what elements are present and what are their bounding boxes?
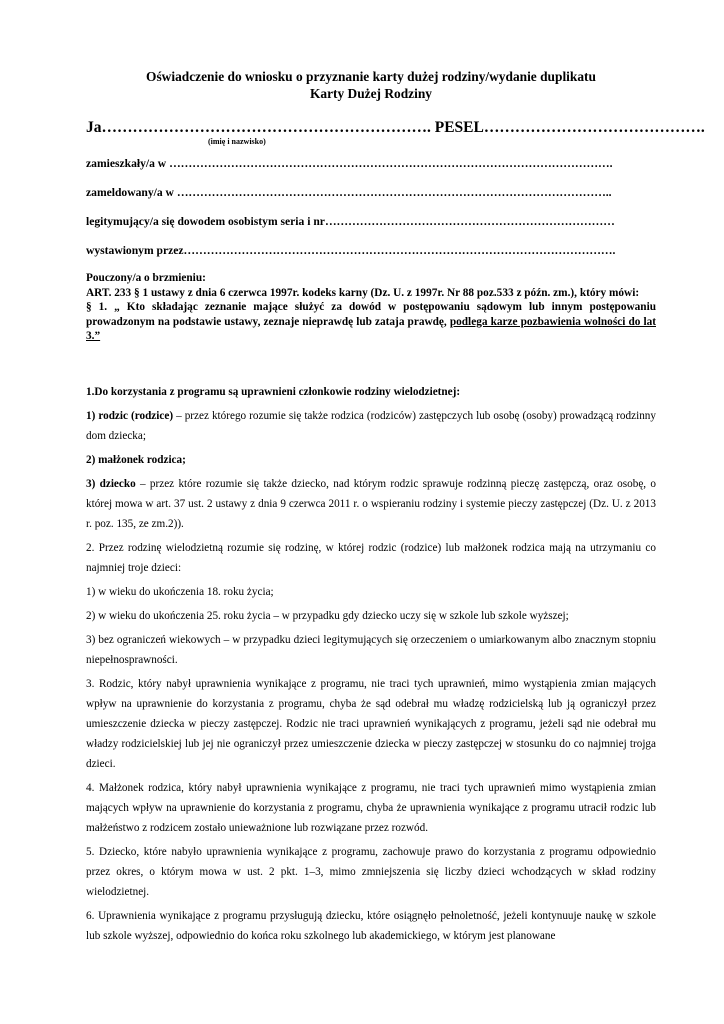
registration-field[interactable]: zameldowany/a w …………………………………………………………………………………………………..: [86, 186, 612, 199]
point-2-1: 1) w wieku do ukończenia 18. roku życia;: [86, 586, 274, 598]
legal-notice: [86, 271, 656, 344]
item3-label: 3) dziecko: [86, 478, 136, 490]
point-4: 4. Małżonek rodzica, który nabył uprawnienia wynikające z programu, nie traci tych uprawnień mimo wystąpienia zmian mających wpływ na uprawnienie do korzystania z programu, chyba że uprawnienia wynikające z programu utracił rodzic lub małżeństwo z rodzicem zostało unieważnione lub rozwiązane przez rozwód.: [86, 782, 656, 834]
program-rules: [86, 382, 656, 950]
pesel-label: PESEL: [430, 119, 484, 136]
title-line-1: Oświadczenie do wniosku o przyznanie karty dużej rodziny/wydanie duplikatu: [146, 69, 596, 84]
point-2-2: 2) w wieku do ukończenia 25. roku życia – w przypadku gdy dziecko uczy się w szkole lub szkole wyższej;: [86, 610, 569, 622]
name-hint: (imię i nazwisko): [208, 137, 266, 146]
section1-item3: [86, 474, 656, 534]
name-field[interactable]: ……………………………………………………….: [101, 119, 431, 136]
item1-label: 1) rodzic (rodzice): [86, 410, 174, 422]
item3-text: – przez które rozumie się także dziecko, nad którym rodzic sprawuje rodzinną pieczę zastępczą, oraz osobę, o której mowa w art. 37 ust. 2 ustawy z dnia 9 czerwca 2011 r. o wspieraniu rodziny i systemie pieczy zastępczej (Dz. U. z 2013 r. poz. 135, ze zm.2)).: [86, 478, 656, 530]
name-pesel-line: [86, 119, 705, 137]
point-2-3: 3) bez ograniczeń wiekowych – w przypadku dzieci legitymujących się orzeczeniem o umiarkowanym albo znacznym stopniu niepełnosprawności.: [86, 634, 656, 666]
issued-by-field[interactable]: wystawionym przez………………………………………………………………………………………………….: [86, 244, 616, 257]
notice-article: ART. 233 § 1 ustawy z dnia 6 czerwca 1997r. kodeks karny (Dz. U. z 1997r. Nr 88 poz.533 z późn. zm.), który mówi:: [86, 286, 640, 299]
ja-label: Ja: [86, 119, 102, 136]
section1-item2: 2) małżonek rodzica;: [86, 454, 186, 466]
notice-paragraph-text: § 1. „ Kto składając zeznanie mające służyć za dowód w postępowaniu sądowym lub innym postępowaniu prowadzonym na podstawie ustawy, zeznaje nieprawdę lub zataja prawdę,: [86, 301, 656, 328]
item1-text: – przez którego rozumie się także rodzica (rodziców) zastępczych lub osobę (osoby) prowadzącą rodzinny dom dziecka;: [86, 410, 656, 442]
section1-heading: 1.Do korzystania z programu są uprawnieni członkowie rodziny wielodzietnej:: [86, 386, 461, 398]
notice-heading: Pouczony/a o brzmieniu:: [86, 272, 206, 284]
point-5: 5. Dziecko, które nabyło uprawnienia wynikające z programu, zachowuje prawo do korzystania z programu odpowiednio przez okres, o którym mowa w ust. 2 pkt. 1–3, mimo zmniejszenia się liczby dzieci wchodzących w skład rodziny wielodzietnej.: [86, 846, 656, 898]
point-6: 6. Uprawnienia wynikające z programu przysługują dziecku, które osiągnęło pełnoletność, jeżeli kontynuuje naukę w szkole lub szkole wyższej, odpowiednio do końca roku szkolnego lub akademickiego, w którym jest planowane: [86, 910, 656, 942]
document-title: [86, 68, 656, 102]
notice-penalty: podlega karze pozbawienia wolności do lat 3.”: [86, 315, 656, 342]
notice-paragraph: [86, 300, 656, 344]
residence-field[interactable]: zamieszkały/a w …………………………………………………………………………………………………….: [86, 157, 613, 170]
point-3: 3. Rodzic, który nabył uprawnienia wynikające z programu, nie traci tych uprawnień, mimo wystąpienia zmian mających wpływ na uprawnienie do korzystania z programu, chyba że sąd odebrał mu władzę rodzicielską lub ją ograniczył przez umieszczenie dziecka w pieczy zastępczej. Rodzic nie traci uprawnień wynikających z programu, jeżeli sąd nie odebrał mu władzy rodzicielskiej lub jej nie ograniczył przez umieszczenie dziecka w pieczy zastępczej w stosunku do co najmniej trojga dzieci.: [86, 678, 656, 770]
id-card-field[interactable]: legitymujący/a się dowodem osobistym seria i nr…………………………………………………………………: [86, 215, 615, 228]
title-line-2: Karty Dużej Rodziny: [310, 86, 432, 101]
pesel-field[interactable]: …………………………………….: [483, 119, 705, 136]
point-2: 2. Przez rodzinę wielodzietną rozumie się rodzinę, w której rodzic (rodzice) lub małżonek rodzica mają na utrzymaniu co najmniej troje dzieci:: [86, 542, 656, 574]
section1-item1: [86, 406, 656, 446]
